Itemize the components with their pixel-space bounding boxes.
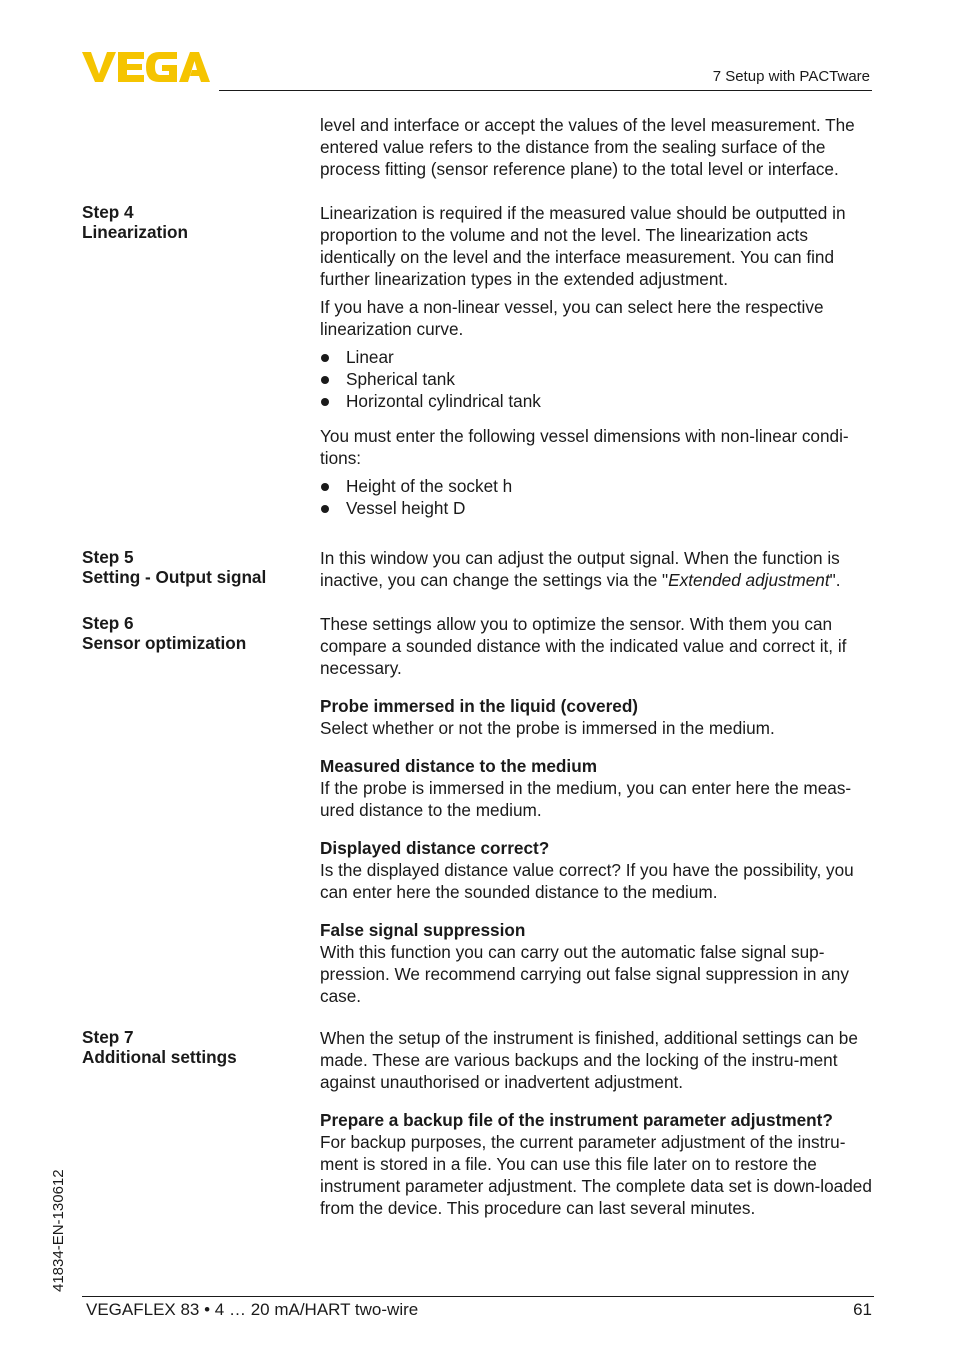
step5-title: Setting - Output signal: [82, 566, 267, 587]
list-item: Horizontal cylindrical tank: [320, 390, 876, 412]
step6-body: [320, 613, 876, 1007]
step7-body: [320, 1027, 876, 1219]
step6-intro: These settings allow you to optimize the sensor. With them you can compare a sounded distance with the indicated value and correct it, if necessary.: [320, 614, 847, 678]
list-item: Spherical tank: [320, 368, 876, 390]
step7-heading: [82, 1028, 302, 1067]
step6-title: Sensor optimization: [82, 632, 247, 653]
measured-distance-text: If the probe is immersed in the medium, you can enter here the meas-ured distance to the medium.: [320, 778, 852, 820]
step7-intro: When the setup of the instrument is finished, additional settings can be made. These are various backups and the locking of the instru-ment against unauthorised or inadvertent adjustment.: [320, 1028, 858, 1092]
extended-adjustment-term: Extended adjustment: [668, 570, 830, 590]
step5-label: Step 5: [82, 547, 134, 567]
false-signal-text: With this function you can carry out the automatic false signal sup-pression. We recommend carrying out false signal suppression in any case.: [320, 942, 849, 1006]
step5-text: [320, 547, 876, 591]
page-number: 61: [853, 1300, 872, 1319]
false-signal-section: [320, 919, 876, 1007]
step4-title: Linearization: [82, 221, 189, 242]
document-code: 41834-EN-130612: [50, 1169, 67, 1292]
step5-heading: [82, 548, 302, 587]
step7-title: Additional settings: [82, 1046, 237, 1067]
displayed-distance-text: Is the displayed distance value correct? If you have the possibility, you can enter here the sounded distance to the medium.: [320, 860, 854, 902]
list-item: Vessel height D: [320, 497, 876, 519]
footer-divider: [82, 1296, 874, 1297]
step4-paragraph-3: You must enter the following vessel dimensions with non-linear condi-tions:: [320, 426, 849, 468]
vessel-dimension-list: [320, 475, 876, 519]
intro-paragraph: [320, 114, 876, 186]
measured-distance-section: [320, 755, 876, 821]
false-signal-title: False signal suppression: [320, 920, 526, 940]
list-item: Height of the socket h: [320, 475, 876, 497]
step4-paragraph-1: Linearization is required if the measured value should be outputted in proportion to the volume and not the level. The linearization acts identically on the level and the interface measurement. You can find further linearization types in the extended adjustment.: [320, 203, 846, 289]
header-divider: [219, 90, 872, 91]
step5-body: [320, 547, 876, 597]
intro-text: level and interface or accept the values of the level measurement. The entered value refers to the distance from the sealing surface of the process fitting (sensor reference plane) to the total level or interface.: [320, 115, 855, 179]
step6-label: Step 6: [82, 613, 134, 633]
step4-heading: [82, 203, 302, 242]
backup-title: Prepare a backup file of the instrument parameter adjustment?: [320, 1110, 833, 1130]
linearization-curve-list: [320, 346, 876, 412]
step4-paragraph-2: If you have a non-linear vessel, you can select here the respective linearization curve.: [320, 297, 824, 339]
probe-immersed-text: Select whether or not the probe is immersed in the medium.: [320, 718, 775, 738]
probe-immersed-title: Probe immersed in the liquid (covered): [320, 696, 639, 716]
probe-immersed-section: [320, 695, 876, 739]
step5-text-end: ".: [829, 570, 841, 590]
vega-logo: [82, 50, 212, 84]
section-title: 7 Setup with PACTware: [712, 68, 870, 85]
displayed-distance-section: [320, 837, 876, 903]
step7-label: Step 7: [82, 1027, 134, 1047]
step4-label: Step 4: [82, 202, 134, 222]
step4-body: [320, 202, 876, 519]
step6-heading: [82, 614, 302, 653]
backup-section: [320, 1109, 876, 1219]
displayed-distance-title: Displayed distance correct?: [320, 838, 550, 858]
footer-product: VEGAFLEX 83 • 4 … 20 mA/HART two-wire: [86, 1300, 419, 1319]
step5-text-start: In this window you can adjust the output signal. When the function is inactive, you can change the settings via the ": [320, 548, 840, 590]
list-item: Linear: [320, 346, 876, 368]
backup-text: For backup purposes, the current parameter adjustment of the instru-ment is stored in a file. You can use this file later on to restore the instrument parameter adjustment. The complete data set is down-loaded from the device. This procedure can last several minutes.: [320, 1132, 872, 1218]
measured-distance-title: Measured distance to the medium: [320, 756, 597, 776]
